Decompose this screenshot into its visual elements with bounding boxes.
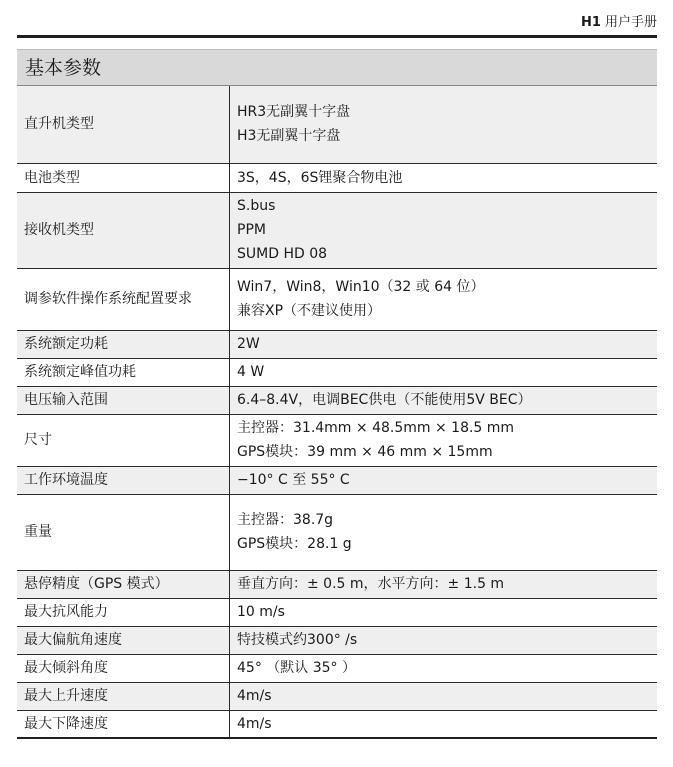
table-row	[17, 330, 657, 358]
row-label: 接收机类型	[17, 192, 230, 268]
table-row	[17, 163, 657, 192]
row-label: 重量	[17, 494, 230, 570]
row-value	[230, 386, 658, 414]
row-value	[230, 598, 658, 626]
row-value-line: 4 W	[237, 364, 265, 380]
row-label: 电压输入范围	[17, 386, 230, 414]
row-value	[230, 710, 658, 738]
table-row	[17, 358, 657, 386]
row-value-line: 10 m/s	[237, 604, 285, 620]
row-value-line: 6.4–8.4V，电调BEC供电（不能使用5V BEC）	[237, 392, 532, 408]
row-value-line: 兼容XP（不建议使用）	[237, 303, 382, 319]
row-value	[230, 358, 658, 386]
table-row	[17, 268, 657, 330]
table-row	[17, 570, 657, 598]
table-row	[17, 598, 657, 626]
row-value	[230, 682, 658, 710]
row-label: 尺寸	[17, 414, 230, 466]
row-value-line: GPS模块：39 mm × 46 mm × 15mm	[237, 444, 493, 460]
row-value-line: 45° （默认 35° ）	[237, 660, 356, 676]
row-value-line: 2W	[237, 336, 260, 352]
row-label: 最大偏航角速度	[17, 626, 230, 654]
table-row	[17, 86, 657, 163]
table-row	[17, 466, 657, 494]
model-name: H1	[581, 15, 601, 30]
row-value	[230, 494, 658, 570]
row-value-line: −10° C 至 55° C	[237, 472, 350, 488]
row-value-line: 4m/s	[237, 688, 272, 704]
row-value	[230, 268, 658, 330]
row-label: 调参软件操作系统配置要求	[17, 268, 230, 330]
row-value-line: 4m/s	[237, 715, 272, 732]
row-label: 电池类型	[17, 163, 230, 192]
table-row	[17, 414, 657, 466]
table-row	[17, 386, 657, 414]
row-value-line: PPM	[237, 222, 266, 238]
spec-table	[17, 86, 657, 739]
row-value-line: 特技模式约300° /s	[237, 632, 358, 648]
row-value-line: 主控器：31.4mm × 48.5mm × 18.5 mm	[237, 420, 515, 436]
table-row	[17, 654, 657, 682]
row-value	[230, 654, 658, 682]
row-value-line: HR3无副翼十字盘	[237, 104, 351, 121]
table-row	[17, 710, 657, 738]
table-row	[17, 192, 657, 268]
row-label: 最大下降速度	[17, 710, 230, 738]
row-value-line: 主控器：38.7g	[237, 512, 334, 528]
row-value-line: Win7，Win8，Win10（32 或 64 位）	[237, 279, 485, 295]
page-header	[581, 14, 657, 32]
row-label: 直升机类型	[17, 86, 230, 163]
row-value-line: SUMD HD 08	[237, 246, 328, 262]
row-value-line: S.bus	[237, 198, 276, 214]
table-row	[17, 494, 657, 570]
row-value	[230, 466, 658, 494]
manual-title: 用户手册	[604, 15, 657, 30]
row-label: 工作环境温度	[17, 466, 230, 494]
row-label: 最大倾斜角度	[17, 654, 230, 682]
row-value	[230, 570, 658, 598]
table-row	[17, 626, 657, 654]
row-value	[230, 192, 658, 268]
row-value-line: 垂直方向：± 0.5 m，水平方向：± 1.5 m	[237, 576, 505, 592]
row-value	[230, 86, 658, 163]
row-value-line: H3无副翼十字盘	[237, 128, 341, 145]
row-value	[230, 414, 658, 466]
section-title: 基本参数	[17, 49, 657, 86]
row-value-line: 3S，4S，6S锂聚合物电池	[237, 169, 403, 186]
row-value	[230, 330, 658, 358]
row-label: 最大上升速度	[17, 682, 230, 710]
row-label: 系统额定功耗	[17, 330, 230, 358]
row-label: 最大抗风能力	[17, 598, 230, 626]
row-value-line: GPS模块：28.1 g	[237, 536, 352, 552]
row-label: 悬停精度（GPS 模式）	[17, 570, 230, 598]
header-divider	[17, 35, 657, 38]
row-value	[230, 626, 658, 654]
row-label: 系统额定峰值功耗	[17, 358, 230, 386]
row-value	[230, 163, 658, 192]
table-row	[17, 682, 657, 710]
